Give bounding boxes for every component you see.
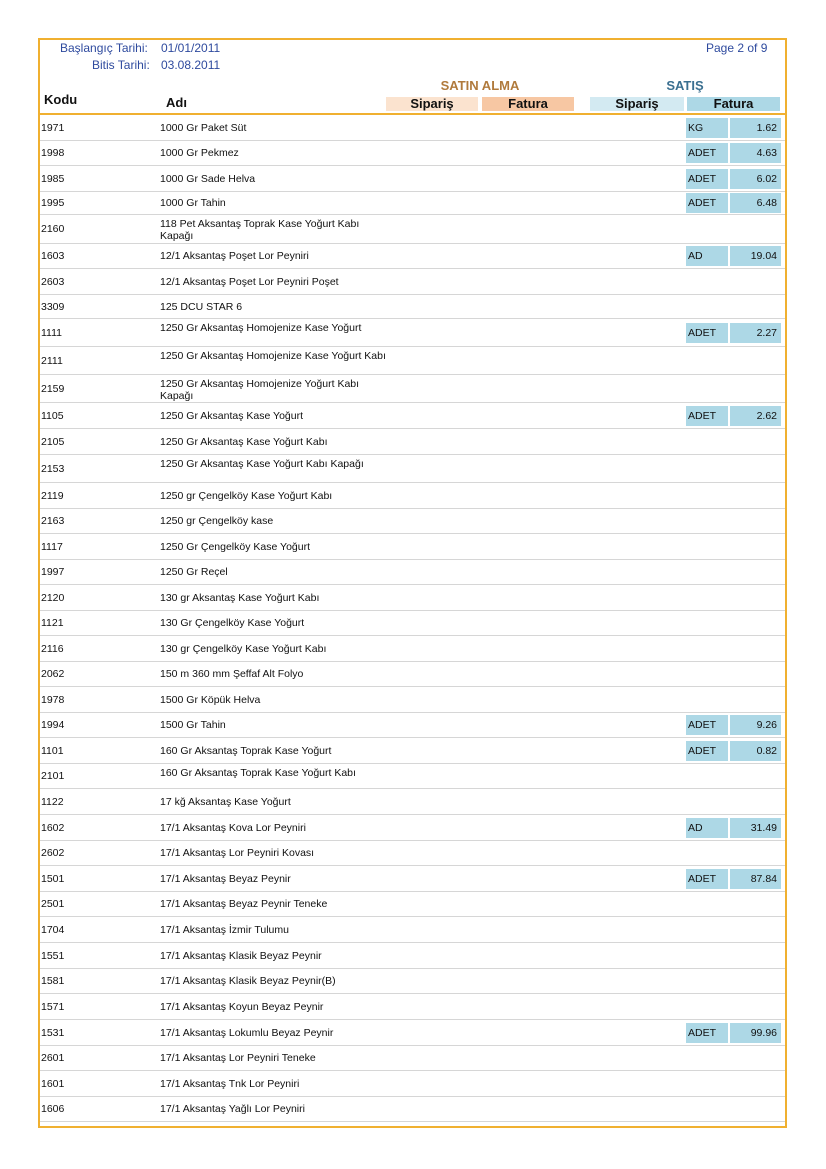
row-code: 1603 [41, 250, 65, 262]
purchase-group-title: SATIN ALMA [440, 78, 520, 93]
row-code: 2120 [41, 592, 65, 604]
table-row [40, 166, 785, 192]
sales-invoice-unit: ADET [686, 169, 728, 189]
table-row [40, 483, 785, 509]
sales-invoice-amount: 2.62 [730, 406, 781, 426]
row-code: 2603 [41, 276, 65, 288]
table-row [40, 841, 785, 866]
row-name: 125 DCU STAR 6 [160, 301, 243, 313]
sales-invoice-unit: ADET [686, 741, 728, 761]
table-row [40, 347, 785, 375]
row-code: 3309 [41, 301, 65, 313]
row-code: 1601 [41, 1078, 65, 1090]
table-row [40, 429, 785, 455]
table-row [40, 713, 785, 738]
row-name: 1250 Gr Aksantaş Homojenize Yoğurt Kabı Kapağı [160, 378, 360, 402]
row-code: 1971 [41, 122, 65, 134]
sales-invoice-unit: KG [686, 118, 728, 138]
row-code: 1602 [41, 822, 65, 834]
start-date-value: 01/01/2011 [161, 41, 221, 55]
table-row [40, 917, 785, 943]
table-row [40, 636, 785, 662]
table-row [40, 969, 785, 994]
table-row [40, 866, 785, 892]
row-code: 1101 [41, 745, 64, 757]
purchase-invoice-header: Fatura [482, 97, 574, 111]
row-name: 12/1 Aksantaş Poşet Lor Peyniri Poşet [160, 276, 339, 288]
table-row [40, 560, 785, 585]
row-name: 17/1 Aksantaş Beyaz Peynir Teneke [160, 898, 328, 910]
table-row [40, 1097, 785, 1122]
start-date-label: Başlangıç Tarihi: [60, 41, 148, 55]
row-name: 1000 Gr Tahin [160, 197, 226, 209]
sales-invoice-unit: AD [686, 818, 728, 838]
table-row [40, 1020, 785, 1046]
row-name: 1500 Gr Köpük Helva [160, 694, 261, 706]
row-code: 2601 [41, 1052, 65, 1064]
sales-invoice-amount: 9.26 [730, 715, 781, 735]
table-row [40, 534, 785, 560]
end-date-value: 03.08.2011 [161, 58, 221, 72]
row-name: 12/1 Aksantaş Poşet Lor Peyniri [160, 250, 309, 262]
row-code: 1111 [41, 327, 63, 339]
table-row [40, 764, 785, 789]
sales-invoice-unit: ADET [686, 869, 728, 889]
row-name: 1250 Gr Reçel [160, 566, 228, 578]
table-row [40, 687, 785, 713]
row-code: 2116 [41, 643, 64, 655]
sales-order-header: Sipariş [590, 97, 684, 111]
row-name: 1000 Gr Paket Süt [160, 122, 247, 134]
row-code: 1995 [41, 197, 65, 209]
sales-invoice-amount: 87.84 [730, 869, 781, 889]
row-code: 1998 [41, 147, 65, 159]
row-code: 1994 [41, 719, 65, 731]
row-code: 1978 [41, 694, 65, 706]
name-column-header: Adı [166, 95, 187, 110]
table-row [40, 738, 785, 764]
table-row [40, 192, 785, 215]
row-name: 17/1 Aksantaş Yağlı Lor Peyniri [160, 1103, 305, 1115]
table-row [40, 662, 785, 687]
row-name: 130 gr Çengelköy Kase Yoğurt Kabı [160, 643, 327, 655]
row-name: 1250 gr Çengelköy Kase Yoğurt Kabı [160, 490, 333, 502]
end-date-label: Bitis Tarihi: [92, 58, 150, 72]
table-row [40, 994, 785, 1020]
table-row [40, 1046, 785, 1071]
table-row [40, 375, 785, 403]
row-name: 17/1 Aksantaş İzmir Tulumu [160, 924, 289, 936]
table-row [40, 295, 785, 319]
table-row [40, 141, 785, 166]
sales-invoice-unit: ADET [686, 323, 728, 343]
table-row [40, 892, 785, 917]
table-row [40, 269, 785, 295]
sales-invoice-amount: 2.27 [730, 323, 781, 343]
row-code: 1985 [41, 173, 65, 185]
row-code: 2119 [41, 490, 64, 502]
row-code: 2501 [41, 898, 65, 910]
row-code: 2153 [41, 463, 65, 475]
row-code: 1105 [41, 410, 64, 422]
row-code: 1531 [41, 1027, 65, 1039]
purchase-order-header: Sipariş [386, 97, 478, 111]
row-name: 1250 Gr Aksantaş Homojenize Kase Yoğurt Kabı [160, 350, 386, 362]
row-name: 17/1 Aksantaş Tnk Lor Peyniri [160, 1078, 300, 1090]
table-row [40, 509, 785, 534]
sales-invoice-amount: 0.82 [730, 741, 781, 761]
row-code: 2105 [41, 436, 65, 448]
sales-invoice-amount: 6.48 [730, 193, 781, 213]
row-name: 150 m 360 mm Şeffaf Alt Folyo [160, 668, 304, 680]
row-code: 1122 [41, 796, 64, 808]
table-row [40, 943, 785, 969]
row-name: 17 kğ Aksantaş Kase Yoğurt [160, 796, 291, 808]
sales-invoice-unit: AD [686, 246, 728, 266]
row-name: 1250 Gr Çengelköy Kase Yoğurt [160, 541, 311, 553]
row-name: 160 Gr Aksantaş Toprak Kase Yoğurt [160, 745, 332, 757]
table-row [40, 585, 785, 611]
sales-invoice-amount: 6.02 [730, 169, 781, 189]
row-code: 1581 [41, 975, 65, 987]
row-code: 2062 [41, 668, 65, 680]
sales-invoice-unit: ADET [686, 715, 728, 735]
sales-invoice-unit: ADET [686, 193, 728, 213]
row-code: 1501 [41, 873, 65, 885]
row-name: 17/1 Aksantaş Lokumlu Beyaz Peynir [160, 1027, 334, 1039]
row-code: 2163 [41, 515, 65, 527]
row-name: 1000 Gr Sade Helva [160, 173, 256, 185]
table-row [40, 403, 785, 429]
row-name: 17/1 Aksantaş Klasik Beyaz Peynir [160, 950, 322, 962]
table-row [40, 455, 785, 483]
row-name: 17/1 Aksantaş Lor Peyniri Kovası [160, 847, 315, 859]
row-name: 17/1 Aksantaş Klasik Beyaz Peynir(B) [160, 975, 336, 987]
row-name: 130 Gr Çengelköy Kase Yoğurt [160, 617, 305, 629]
row-code: 1606 [41, 1103, 65, 1115]
row-name: 160 Gr Aksantaş Toprak Kase Yoğurt Kabı [160, 767, 356, 779]
row-code: 2159 [41, 383, 65, 395]
row-code: 1571 [41, 1001, 65, 1013]
table-row [40, 116, 785, 141]
table-row [40, 1071, 785, 1097]
row-name: 17/1 Aksantaş Beyaz Peynir [160, 873, 291, 885]
header-divider [40, 113, 785, 115]
sales-invoice-header: Fatura [687, 97, 780, 111]
page-indicator: Page 2 of 9 [706, 41, 768, 55]
table-row [40, 815, 785, 841]
row-name: 1500 Gr Tahin [160, 719, 226, 731]
row-name: 1250 Gr Aksantaş Kase Yoğurt Kabı Kapağı [160, 458, 364, 470]
row-name: 130 gr Aksantaş Kase Yoğurt Kabı [160, 592, 320, 604]
row-name: 1250 Gr Aksantaş Kase Yoğurt Kabı [160, 436, 328, 448]
row-code: 1121 [41, 617, 64, 629]
row-name: 1250 Gr Aksantaş Kase Yoğurt [160, 410, 304, 422]
table-row [40, 319, 785, 347]
sales-invoice-amount: 4.63 [730, 143, 781, 163]
row-code: 1117 [41, 541, 63, 553]
sales-invoice-amount: 19.04 [730, 246, 781, 266]
sales-invoice-amount: 31.49 [730, 818, 781, 838]
row-code: 2111 [41, 355, 63, 367]
row-code: 2101 [41, 770, 65, 782]
sales-invoice-amount: 1.62 [730, 118, 781, 138]
row-name: 17/1 Aksantaş Koyun Beyaz Peynir [160, 1001, 324, 1013]
row-code: 2602 [41, 847, 65, 859]
table-row [40, 215, 785, 244]
row-code: 1704 [41, 924, 65, 936]
row-name: 1000 Gr Pekmez [160, 147, 239, 159]
sales-invoice-unit: ADET [686, 1023, 728, 1043]
table-row [40, 244, 785, 269]
sales-invoice-unit: ADET [686, 143, 728, 163]
table-row [40, 789, 785, 815]
row-code: 2160 [41, 223, 65, 235]
row-name: 17/1 Aksantaş Lor Peyniri Teneke [160, 1052, 316, 1064]
row-name: 1250 gr Çengelköy kase [160, 515, 274, 527]
sales-invoice-unit: ADET [686, 406, 728, 426]
code-column-header: Kodu [44, 92, 78, 107]
row-name: 1250 Gr Aksantaş Homojenize Kase Yoğurt [160, 322, 362, 334]
row-code: 1997 [41, 566, 65, 578]
sales-group-title: SATIŞ [666, 78, 704, 93]
row-name: 118 Pet Aksantaş Toprak Kase Yoğurt Kabı Kapağı [160, 218, 360, 242]
row-name: 17/1 Aksantaş Kova Lor Peyniri [160, 822, 306, 834]
row-code: 1551 [41, 950, 65, 962]
table-row [40, 611, 785, 636]
sales-invoice-amount: 99.96 [730, 1023, 781, 1043]
